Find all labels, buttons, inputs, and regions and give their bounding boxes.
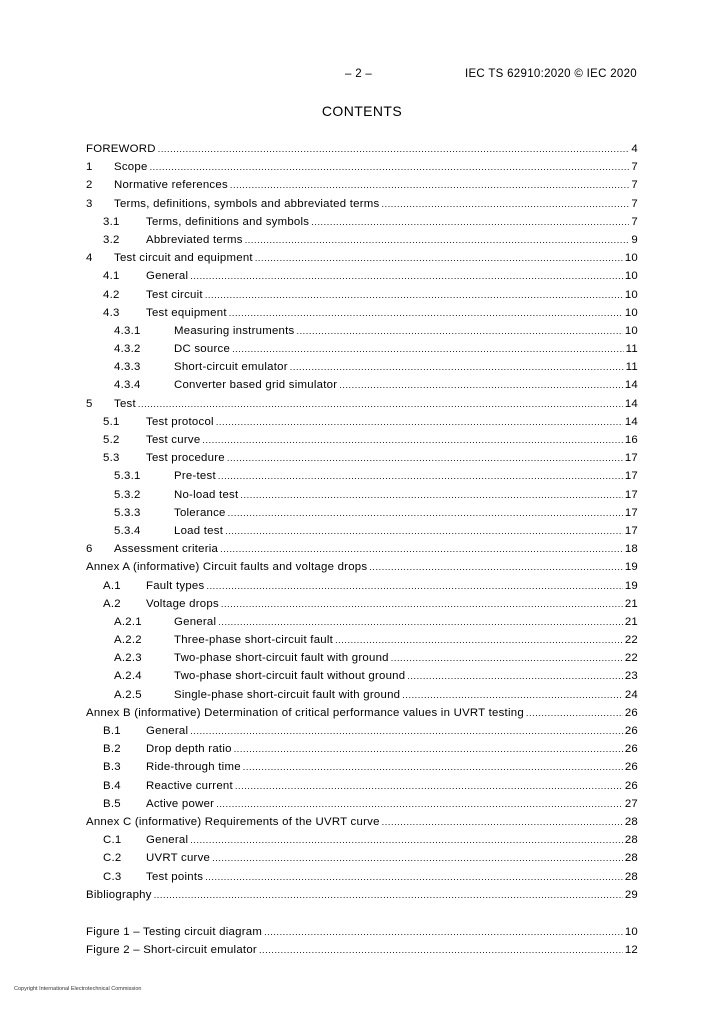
toc-entry-title: Assessment criteria <box>114 543 219 556</box>
toc-dot-leader <box>205 290 623 300</box>
toc-entry-page: 14 <box>624 415 638 428</box>
toc-entry-title: Figure 2 – Short-circuit emulator <box>86 944 257 957</box>
toc-entry-page: 16 <box>624 434 638 446</box>
toc-entry-title: Active power <box>146 797 215 810</box>
toc-entry-title: Terms, definitions and symbols <box>146 215 310 228</box>
toc-entry-page: 11 <box>625 361 638 374</box>
toc-dot-leader <box>225 526 623 536</box>
toc-entry-title: Ride-through time <box>146 761 241 774</box>
toc-entry-title: Test equipment <box>146 306 227 319</box>
toc-entry-title: Bibliography <box>86 888 152 901</box>
toc-entry-page: 14 <box>624 379 638 392</box>
toc-entry-number: 4.2 <box>103 288 120 301</box>
toc-entry[interactable] <box>86 416 638 434</box>
toc-entry-number: 3.2 <box>103 233 120 246</box>
toc-entry[interactable] <box>86 252 638 270</box>
toc-dot-leader <box>229 308 623 318</box>
toc-entry-title: General <box>146 725 189 737</box>
toc-entry-number: C.1 <box>103 834 122 847</box>
toc-entry-page: 27 <box>624 797 638 810</box>
toc-entry[interactable] <box>86 525 638 543</box>
toc-entry-title: No-load test <box>174 488 239 501</box>
toc-entry-title: Test <box>114 397 136 410</box>
toc-entry-page: 26 <box>624 743 638 756</box>
toc-dot-leader <box>205 872 623 882</box>
toc-entry-title: Single-phase short-circuit fault with ground <box>174 688 401 701</box>
toc-dot-leader <box>228 508 623 518</box>
toc-entry-title: Voltage drops <box>146 597 219 610</box>
toc-entry-page: 26 <box>624 706 638 719</box>
toc-entry-page: 14 <box>624 397 638 410</box>
toc-entry-title: Load test <box>174 524 224 537</box>
toc-entry[interactable] <box>86 270 638 288</box>
toc-entry-page: 17 <box>624 488 638 501</box>
toc-entry-title: Terms, definitions, symbols and abbreviated terms <box>114 197 380 210</box>
toc-dot-leader <box>220 544 623 554</box>
toc-dot-leader <box>138 399 623 409</box>
page-number: – 2 – <box>345 68 373 80</box>
toc-entry-title: Abbreviated terms <box>146 233 243 246</box>
toc-entry-number: 5.3.4 <box>114 524 141 537</box>
toc-entry[interactable] <box>86 452 638 470</box>
toc-dot-leader <box>234 744 623 754</box>
toc-entry-page: 29 <box>624 888 638 901</box>
toc-entry[interactable] <box>86 379 638 397</box>
toc-entry[interactable] <box>86 325 638 343</box>
toc-entry-number: 1 <box>86 161 93 174</box>
page-title: CONTENTS <box>321 103 403 119</box>
toc-entry[interactable] <box>86 198 638 216</box>
toc-dot-leader <box>311 217 629 227</box>
toc-entry[interactable] <box>86 434 638 452</box>
toc-entry-page: 22 <box>624 634 638 647</box>
toc-dot-leader <box>240 490 622 500</box>
toc-entry-number: C.2 <box>103 852 122 865</box>
toc-entry[interactable] <box>86 871 638 889</box>
toc-dot-leader <box>230 180 630 190</box>
toc-entry[interactable] <box>86 343 638 361</box>
toc-entry-page: 10 <box>624 252 638 265</box>
toc-entry-title: Drop depth ratio <box>146 743 232 756</box>
toc-entry[interactable] <box>86 816 638 834</box>
toc-entry-title: Measuring instruments <box>174 324 295 337</box>
toc-entry-title: DC source <box>174 343 231 356</box>
toc-entry[interactable] <box>86 634 638 652</box>
toc-entry-title: Annex A (informative) Circuit faults and voltage drops <box>86 561 368 574</box>
toc-entry-page: 7 <box>631 179 638 192</box>
toc-entry-number: 4 <box>86 252 93 265</box>
toc-dot-leader <box>206 581 622 591</box>
copyright-notice: Copyright International Electrotechnical Commission <box>14 986 142 992</box>
toc-dot-leader <box>227 453 623 463</box>
toc-dot-leader <box>296 326 622 336</box>
toc-entry[interactable] <box>86 489 638 507</box>
toc-dot-leader <box>290 362 624 372</box>
toc-entry[interactable] <box>86 234 638 252</box>
toc-entry-page: 26 <box>624 761 638 774</box>
toc-entry-page: 22 <box>624 652 638 665</box>
toc-entry-title: Scope <box>114 161 148 174</box>
toc-entry-page: 23 <box>624 670 638 683</box>
toc-dot-leader <box>190 835 623 845</box>
toc-entry-number: A.2.4 <box>114 670 142 683</box>
toc-dot-leader <box>218 471 623 481</box>
toc-entry[interactable] <box>86 543 638 561</box>
toc-entry-number: A.2.5 <box>114 688 142 701</box>
toc-entry[interactable] <box>86 780 638 798</box>
toc-entry-title: Two-phase short-circuit fault with ground <box>174 652 389 665</box>
toc-entry-page: 21 <box>624 597 638 610</box>
toc-entry[interactable] <box>86 707 638 725</box>
toc-dot-leader <box>402 690 623 700</box>
toc-entry-page: 11 <box>625 343 638 356</box>
toc-entry-page: 26 <box>624 779 638 792</box>
toc-entry-page: 24 <box>624 688 638 701</box>
toc-entry[interactable] <box>86 398 638 416</box>
toc-entry-page: 10 <box>624 270 638 283</box>
toc-entry-title: Test circuit and equipment <box>114 252 253 265</box>
toc-entry-number: B.3 <box>103 761 121 774</box>
toc-entry[interactable] <box>86 216 638 234</box>
toc-entry-title: Test curve <box>146 434 201 446</box>
toc-entry[interactable] <box>86 670 638 688</box>
toc-entry-title: General <box>146 834 189 847</box>
toc-entry-page: 10 <box>624 324 638 337</box>
document-identifier: IEC TS 62910:2020 © IEC 2020 <box>464 68 637 80</box>
toc-entry-title: Reactive current <box>146 779 233 792</box>
toc-entry-page: 10 <box>624 288 638 301</box>
toc-dot-leader <box>339 380 623 390</box>
toc-dot-leader <box>190 726 623 736</box>
toc-entry-number: 4.3.2 <box>114 343 141 356</box>
toc-entry-page: 17 <box>624 506 638 519</box>
toc-entry-title: Two-phase short-circuit fault without ground <box>174 670 406 683</box>
toc-entry[interactable] <box>86 889 638 907</box>
toc-entry-title: Tolerance <box>174 506 226 519</box>
toc-entry-title: Test procedure <box>146 452 225 465</box>
page-header <box>0 68 724 84</box>
toc-dot-leader <box>218 617 623 627</box>
toc-dot-leader <box>526 708 623 718</box>
toc-entry-title: Fault types <box>146 579 205 592</box>
toc-entry-number: 3.1 <box>103 215 120 228</box>
toc-entry[interactable] <box>86 289 638 307</box>
toc-dot-leader <box>382 199 630 209</box>
toc-entry-page: 26 <box>624 725 638 737</box>
toc-entry-title: FOREWORD <box>86 143 156 155</box>
toc-entry-page: 17 <box>624 452 638 465</box>
toc-entry[interactable] <box>86 944 638 962</box>
toc-entry-number: 4.3.3 <box>114 361 141 374</box>
toc-entry-title: Test points <box>146 870 204 883</box>
toc-entry[interactable] <box>86 179 638 197</box>
toc-entry-page: 7 <box>631 197 638 210</box>
table-of-contents <box>86 143 638 962</box>
toc-entry-number: B.4 <box>103 779 121 792</box>
toc-entry[interactable] <box>86 470 638 488</box>
toc-dot-leader <box>232 344 624 354</box>
toc-entry-title: UVRT curve <box>146 852 211 865</box>
toc-entry-number: 4.3.4 <box>114 379 141 392</box>
toc-entry-page: 9 <box>631 233 638 246</box>
toc-dot-leader <box>391 653 623 663</box>
toc-dot-leader <box>264 927 623 937</box>
toc-dot-leader <box>154 890 623 900</box>
toc-entry[interactable] <box>86 834 638 852</box>
toc-dot-leader <box>259 945 623 955</box>
toc-entry-number: 4.3 <box>103 306 120 319</box>
toc-entry[interactable] <box>86 926 638 944</box>
toc-entry[interactable] <box>86 743 638 761</box>
toc-entry-number: B.5 <box>103 797 121 810</box>
toc-entry-page: 28 <box>624 834 638 847</box>
toc-dot-leader <box>369 562 623 572</box>
toc-entry-page: 10 <box>624 925 638 938</box>
toc-entry-number: C.3 <box>103 870 122 883</box>
toc-dot-leader <box>243 762 623 772</box>
toc-dot-leader <box>158 144 630 154</box>
toc-entry[interactable] <box>86 143 638 161</box>
toc-entry-page: 17 <box>624 470 638 483</box>
toc-entry-page: 21 <box>624 615 638 628</box>
toc-entry-number: 5 <box>86 397 93 410</box>
toc-entry-number: 5.3.1 <box>114 470 141 483</box>
toc-entry-number: A.2 <box>103 597 121 610</box>
toc-entry-title: Test protocol <box>146 415 214 428</box>
toc-entry-page: 19 <box>624 561 638 574</box>
toc-entry-number: 5.1 <box>103 415 120 428</box>
toc-dot-leader <box>190 271 623 281</box>
toc-dot-leader <box>335 635 623 645</box>
toc-entry-title: Short-circuit emulator <box>174 361 288 374</box>
toc-dot-leader <box>255 253 623 263</box>
toc-dot-leader <box>202 435 622 445</box>
toc-entry-page: 18 <box>624 543 638 556</box>
toc-entry-number: 6 <box>86 543 93 556</box>
toc-entry-number: 4.1 <box>103 270 120 283</box>
toc-entry-page: 12 <box>624 944 638 957</box>
toc-dot-leader <box>150 162 630 172</box>
toc-entry-title: Converter based grid simulator <box>174 379 338 392</box>
toc-entry-number: B.1 <box>103 725 121 737</box>
toc-entry-page: 17 <box>624 524 638 537</box>
toc-dot-leader <box>221 599 623 609</box>
toc-entry[interactable] <box>86 798 638 816</box>
toc-entry[interactable] <box>86 598 638 616</box>
toc-entry[interactable] <box>86 689 638 707</box>
toc-entry-number: 5.3.3 <box>114 506 141 519</box>
toc-dot-leader <box>216 417 623 427</box>
toc-entry-number: A.2.2 <box>114 634 142 647</box>
toc-entry-number: 4.3.1 <box>114 324 141 337</box>
toc-entry-number: A.1 <box>103 579 121 592</box>
toc-entry-title: Annex B (informative) Determination of critical performance values in UVRT testing <box>86 706 524 719</box>
toc-entry[interactable] <box>86 852 638 870</box>
toc-entry[interactable] <box>86 761 638 779</box>
toc-dot-leader <box>382 817 623 827</box>
toc-entry-page: 7 <box>631 215 638 228</box>
toc-entry-page: 28 <box>624 852 638 865</box>
toc-dot-leader <box>235 781 623 791</box>
toc-entry[interactable] <box>86 507 638 525</box>
toc-entry-title: General <box>146 270 189 283</box>
toc-entry-page: 28 <box>624 870 638 883</box>
toc-entry-number: A.2.1 <box>114 615 142 628</box>
toc-dot-leader <box>407 671 623 681</box>
toc-entry-page: 7 <box>631 161 638 174</box>
toc-entry-title: Figure 1 – Testing circuit diagram <box>86 925 263 938</box>
toc-entry-title: General <box>174 615 217 628</box>
toc-entry-number: 3 <box>86 197 93 210</box>
toc-dot-leader <box>245 235 630 245</box>
toc-entry-title: Test circuit <box>146 288 203 301</box>
toc-entry-page: 4 <box>631 143 638 155</box>
toc-entry[interactable] <box>86 725 638 743</box>
toc-entry-number: 2 <box>86 179 93 192</box>
toc-entry[interactable] <box>86 161 638 179</box>
toc-entry[interactable] <box>86 307 638 325</box>
toc-entry[interactable] <box>86 561 638 579</box>
toc-entry[interactable] <box>86 361 638 379</box>
toc-entry-title: Pre-test <box>174 470 216 483</box>
toc-entry[interactable] <box>86 652 638 670</box>
toc-entry-number: 5.3.2 <box>114 488 141 501</box>
toc-entry[interactable] <box>86 616 638 634</box>
toc-entry-page: 10 <box>624 306 638 319</box>
toc-entry-number: B.2 <box>103 743 121 756</box>
toc-dot-leader <box>216 799 623 809</box>
toc-dot-leader <box>212 853 623 863</box>
toc-entry-title: Annex C (informative) Requirements of the UVRT curve <box>86 815 380 828</box>
toc-entry-page: 19 <box>624 579 638 592</box>
toc-entry-title: Normative references <box>114 179 228 192</box>
toc-entry-page: 28 <box>624 815 638 828</box>
toc-entry-number: 5.2 <box>103 434 120 446</box>
toc-entry-number: 5.3 <box>103 452 120 465</box>
toc-entry[interactable] <box>86 580 638 598</box>
toc-entry-title: Three-phase short-circuit fault <box>174 634 334 647</box>
toc-entry-number: A.2.3 <box>114 652 142 665</box>
